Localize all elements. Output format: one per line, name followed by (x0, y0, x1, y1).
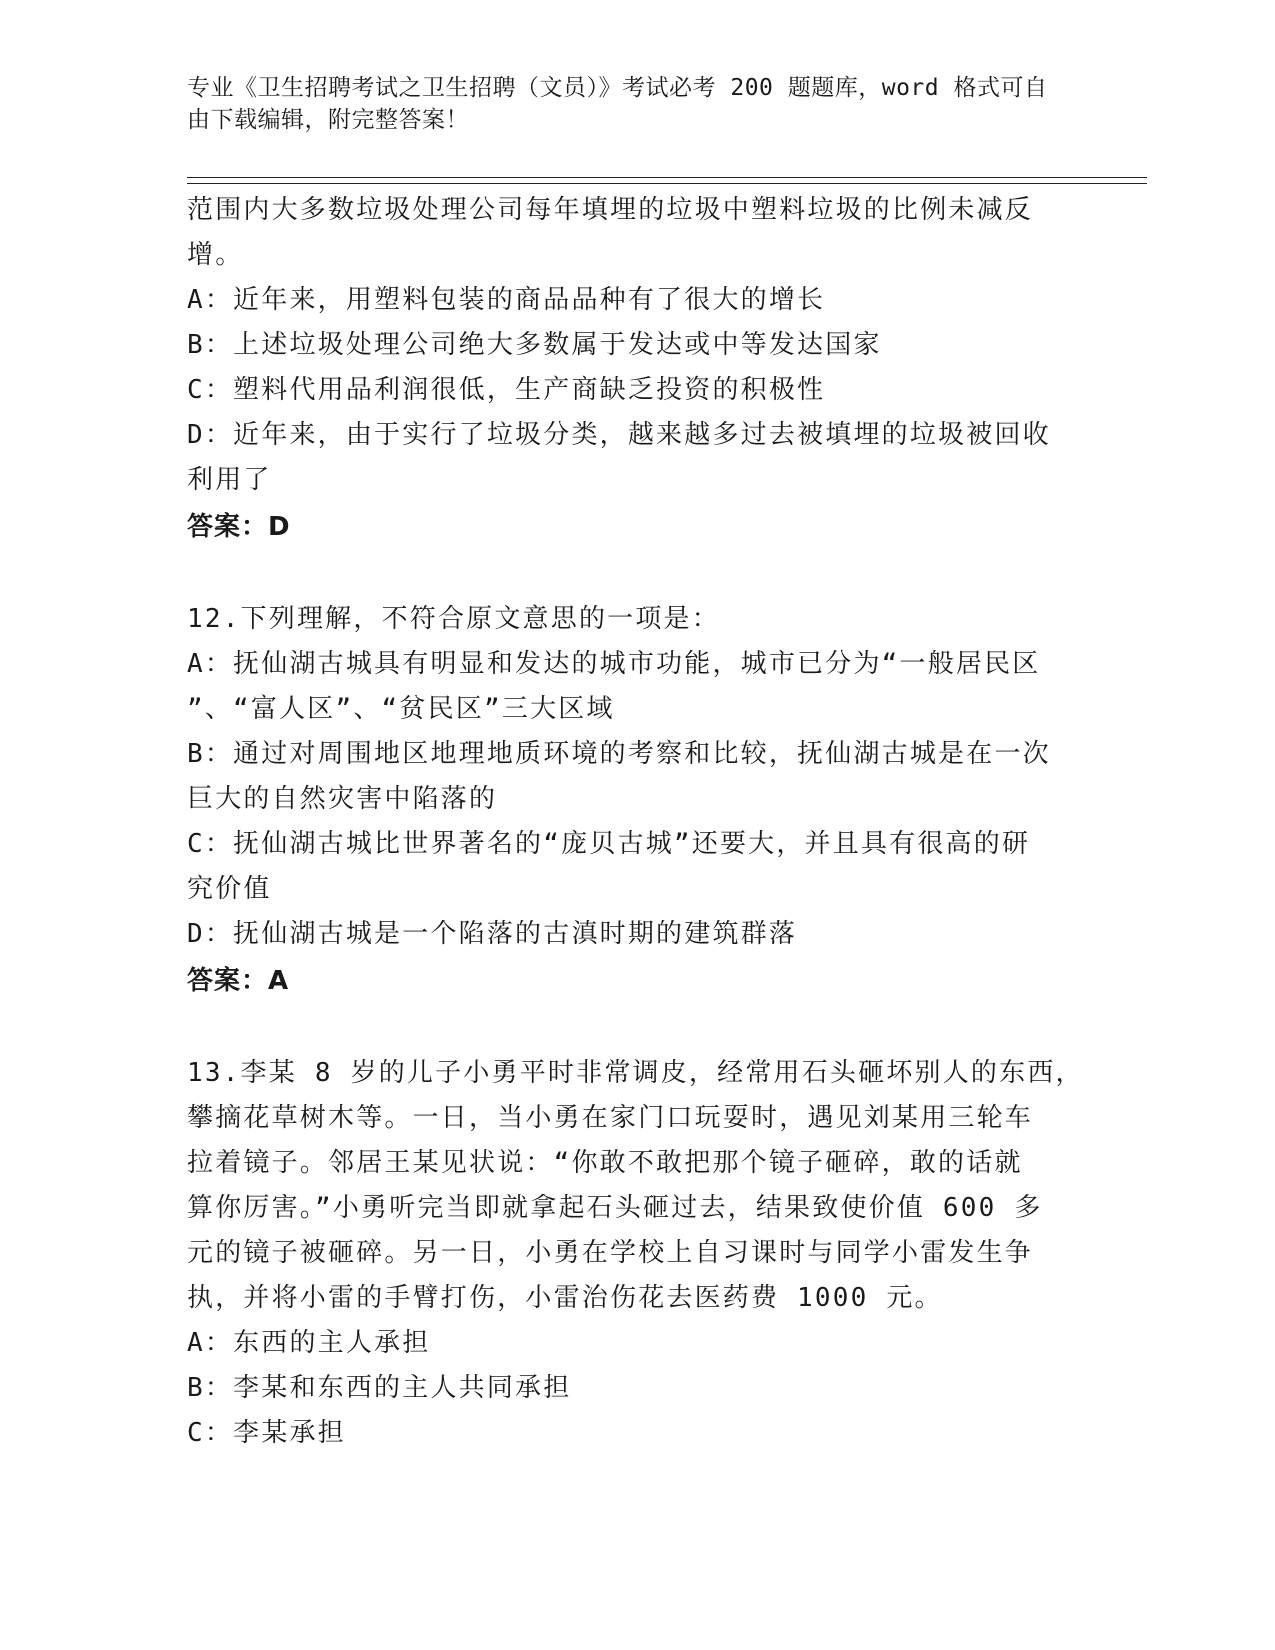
question-stem-line: 增。 (187, 240, 244, 270)
option-c: C：抚仙湖古城比世界著名的“庞贝古城”还要大，并且具有很高的研 (187, 829, 1031, 859)
header-divider-top (187, 177, 1147, 178)
question-stem: 12.下列理解，不符合原文意思的一项是： (187, 604, 720, 634)
question-12 (187, 597, 1067, 1005)
spacer (187, 551, 1067, 597)
question-stem-line: 13.李某 8 岁的儿子小勇平时非常调皮，经常用石头砸坏别人的东西， (187, 1058, 1084, 1088)
header-line: 由下载编辑，附完整答案！ (187, 107, 469, 133)
question-stem-line: 攀摘花草树木等。一日，当小勇在家门口玩耍时，遇见刘某用三轮车 (187, 1103, 1034, 1133)
header-line: 专业《卫生招聘考试之卫生招聘（文员）》考试必考 200 题题库，word 格式可自 (187, 75, 1048, 101)
option-c-continued: 究价值 (187, 874, 272, 904)
option-b: B：李某和东西的主人共同承担 (187, 1373, 572, 1403)
header-divider-bottom (187, 183, 1147, 184)
option-d-continued: 利用了 (187, 465, 272, 495)
option-c: C：李某承担 (187, 1418, 346, 1448)
document-body (187, 188, 1084, 1456)
question-13 (187, 1051, 1084, 1456)
question-11 (187, 188, 1067, 551)
spacer (187, 1005, 1067, 1051)
question-stem-line: 元的镜子被砸碎。另一日，小勇在学校上自习课时与同学小雷发生争 (187, 1238, 1034, 1268)
option-b-continued: 巨大的自然灾害中陷落的 (187, 784, 498, 814)
question-stem-line: 拉着镜子。邻居王某见状说：“你敢不敢把那个镜子砸碎，敢的话就 (187, 1148, 1023, 1178)
option-a: A：抚仙湖古城具有明显和发达的城市功能，城市已分为“一般居民区 (187, 649, 1041, 679)
option-c: C：塑料代用品利润很低，生产商缺乏投资的积极性 (187, 375, 826, 405)
answer-label: 答案：A (187, 966, 290, 996)
document-header (187, 72, 1067, 136)
option-d: D：抚仙湖古城是一个陷落的古滇时期的建筑群落 (187, 919, 798, 949)
option-a: A：近年来，用塑料包装的商品品种有了很大的增长 (187, 285, 826, 315)
question-stem-line: 算你厉害。”小勇听完当即就拿起石头砸过去，结果致使价值 600 多 (187, 1193, 1043, 1223)
question-stem-line: 执，并将小雷的手臂打伤，小雷治伤花去医药费 1000 元。 (187, 1283, 943, 1313)
option-d: D：近年来，由于实行了垃圾分类，越来越多过去被填埋的垃圾被回收 (187, 420, 1051, 450)
answer-label: 答案：D (187, 512, 291, 542)
option-a: A：东西的主人承担 (187, 1328, 431, 1358)
option-a-continued: ”、“富人区”、“贫民区”三大区域 (187, 694, 615, 724)
option-b: B：通过对周围地区地理地质环境的考察和比较，抚仙湖古城是在一次 (187, 739, 1051, 769)
question-stem-line: 范围内大多数垃圾处理公司每年填埋的垃圾中塑料垃圾的比例未减反 (187, 195, 1034, 225)
option-b: B：上述垃圾处理公司绝大多数属于发达或中等发达国家 (187, 330, 882, 360)
